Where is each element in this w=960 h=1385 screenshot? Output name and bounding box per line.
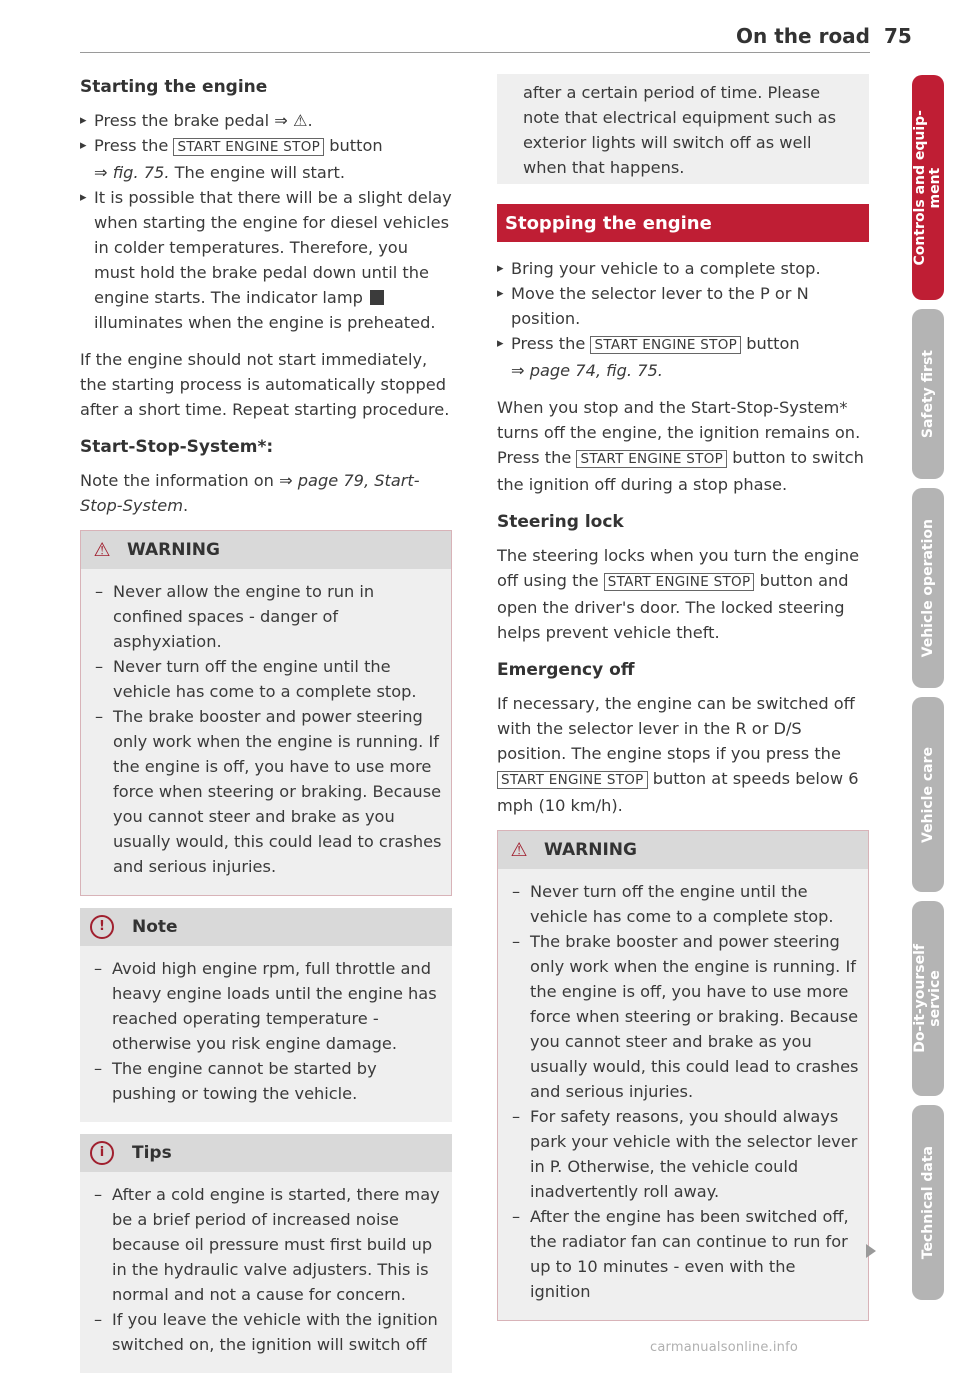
tips-box xyxy=(80,1134,452,1373)
stopping-steps xyxy=(497,256,869,383)
list-item: ▸ Bring your vehicle to a complete stop. xyxy=(497,256,869,281)
note-list xyxy=(88,956,444,1106)
paragraph-text: The steering locks when you turn the engine off using the xyxy=(497,546,860,590)
sidebar-tab-vehicle-operation[interactable] xyxy=(912,488,944,688)
start-engine-stop-key: START ENGINE STOP xyxy=(590,336,741,354)
note-box xyxy=(80,908,452,1122)
warning-box-body xyxy=(81,569,451,895)
warning-list xyxy=(506,879,860,1304)
paragraph xyxy=(497,543,869,645)
note-exclamation-icon: ! xyxy=(90,915,114,939)
paragraph: If the engine should not start immediately, the starting process is automatically stopped after a short time. Repeat starting procedure. xyxy=(80,350,450,419)
warning-box-body xyxy=(498,869,868,1320)
list-item: – The engine cannot be started by pushing or towing the vehicle. xyxy=(88,1056,444,1106)
step-text: button xyxy=(324,136,383,155)
sidebar-tab-do-it-yourself[interactable] xyxy=(912,901,944,1096)
paragraph xyxy=(80,468,452,518)
paragraph-text: button at speeds below 6 mph (10 km/h). xyxy=(497,769,859,815)
heading-start-stop-system: Start-Stop-System*: xyxy=(80,437,274,457)
sidebar-tab-label: Do-it-yourself service xyxy=(912,944,943,1053)
sidebar-tab-label: Controls and equip- ment xyxy=(912,109,943,266)
paragraph: after a certain period of time. Please note that electrical equipment such as exterior lights will switch off as well when that happens. xyxy=(523,83,837,177)
note-box-header xyxy=(80,908,452,946)
heading-steering-lock: Steering lock xyxy=(497,512,624,532)
step-text: The engine will start. xyxy=(169,163,345,182)
page-number: 75 xyxy=(884,24,912,48)
list-item: – After the engine has been switched off, the radiator fan can continue to run for up to 10 minutes - even with the ignition xyxy=(506,1204,860,1304)
start-engine-stop-key: START ENGINE STOP xyxy=(497,771,648,789)
warning-box-header xyxy=(81,531,451,569)
warning-triangle-icon: ⚠ xyxy=(510,839,528,861)
step-text: Press the xyxy=(94,136,174,155)
list-item: – The brake booster and power steering only work when the engine is running. If the engine is off, you have to use more force when steering or braking. Because you cannot steer and brake as you usually would, this could lead to crashes and serious injuries. xyxy=(89,704,443,879)
heading-starting-engine: Starting the engine xyxy=(80,77,268,97)
running-header-title: On the road xyxy=(736,24,870,48)
sidebar-tab-label: Vehicle care xyxy=(919,746,936,843)
continued-arrow-icon xyxy=(866,1244,876,1258)
list-item xyxy=(80,133,452,185)
list-item xyxy=(80,108,452,133)
warning-box xyxy=(80,530,452,896)
fig-ref-link[interactable]: ⇒ fig. 75. xyxy=(94,163,170,182)
paragraph xyxy=(497,691,869,818)
sidebar-tab-controls[interactable] xyxy=(912,75,944,300)
step-text: It is possible that there will be a slight delay when starting the engine for diesel vehicles in colder temperatures. Therefore, you must hold the brake pedal down until the engine starts. The indicator lamp xyxy=(94,188,452,307)
paragraph xyxy=(497,395,869,497)
list-item xyxy=(497,331,869,383)
start-engine-stop-key: START ENGINE STOP xyxy=(173,138,324,156)
list-item: – Never turn off the engine until the vehicle has come to a complete stop. xyxy=(89,654,443,704)
list-item: – Never allow the engine to run in confined spaces - danger of asphyxiation. xyxy=(89,579,443,654)
paragraph-text: button and open the driver's door. The locked steering helps prevent vehicle theft. xyxy=(497,571,849,642)
tips-info-icon: i xyxy=(90,1141,114,1165)
list-item: – If you leave the vehicle with the ignition switched on, the ignition will switch off xyxy=(88,1307,444,1357)
sidebar-tab-label: Technical data xyxy=(919,1145,936,1260)
list-item: – Never turn off the engine until the vehicle has come to a complete stop. xyxy=(506,879,860,929)
step-text: illuminates when the engine is preheated. xyxy=(94,313,436,332)
list-item: – After a cold engine is started, there may be a brief period of increased noise because oil pressure must first build up in the hydraulic valve adjusters. This is normal and not a cause for concern. xyxy=(88,1182,444,1307)
glow-plug-lamp-icon xyxy=(370,290,384,305)
page-ref-link[interactable]: ⇒ page 79, Start-Stop-System xyxy=(80,471,420,515)
step-text: button xyxy=(741,334,800,353)
right-column xyxy=(497,74,869,1333)
watermark: carmanualsonline.info xyxy=(650,1340,799,1355)
note-title: Note xyxy=(132,917,178,937)
list-item: ▸ Move the selector lever to the P or N position. xyxy=(497,281,869,331)
warning-title: WARNING xyxy=(544,840,637,860)
starting-steps xyxy=(80,108,452,335)
heading-stopping-engine: Stopping the engine xyxy=(497,204,869,242)
paragraph-text: If necessary, the engine can be switched off with the selector lever in the R or D/S position. The engine stops if you press the xyxy=(497,694,855,763)
warning-box-header xyxy=(498,831,868,869)
step-text: Press the xyxy=(511,334,591,353)
sidebar-tab-technical-data[interactable] xyxy=(912,1105,944,1300)
list-item: – The brake booster and power steering only work when the engine is running. If the engine is off, you have to use more force when steering or braking. Because you cannot steer and brake as you usually would, this could lead to crashes and serious injuries. xyxy=(506,929,860,1104)
note-box-body xyxy=(80,946,452,1122)
warning-triangle-icon: ⚠ xyxy=(93,539,111,561)
tips-box-header xyxy=(80,1134,452,1172)
paragraph-text: button to switch the ignition off during a stop phase. xyxy=(497,448,864,494)
step-text: Press the brake pedal xyxy=(94,111,275,130)
list-item: – For safety reasons, you should always park your vehicle with the selector lever in P. Otherwise, the vehicle could inadvertently roll away. xyxy=(506,1104,860,1204)
sidebar-tab-label: Safety first xyxy=(919,349,936,439)
start-engine-stop-key: START ENGINE STOP xyxy=(604,573,755,591)
list-item xyxy=(80,185,452,335)
warning-box xyxy=(497,830,869,1321)
sidebar-tab-vehicle-care[interactable] xyxy=(912,697,944,892)
sidebar-tab-label: Vehicle operation xyxy=(919,518,936,658)
list-item: – Avoid high engine rpm, full throttle and heavy engine loads until the engine has reached operating temperature - otherwise you risk engine damage. xyxy=(88,956,444,1056)
start-engine-stop-key: START ENGINE STOP xyxy=(576,450,727,468)
left-column xyxy=(80,74,452,1385)
page-ref-link[interactable]: ⇒ page 74, fig. 75. xyxy=(511,361,663,380)
tips-box-body xyxy=(80,1172,452,1373)
heading-emergency-off: Emergency off xyxy=(497,660,635,680)
paragraph-text: Note the information on xyxy=(80,471,280,490)
continued-tip-text xyxy=(497,74,869,184)
warning-ref-link[interactable]: ⇒ ⚠. xyxy=(274,111,313,130)
tips-list xyxy=(88,1182,444,1357)
header-rule xyxy=(80,52,870,53)
paragraph-text: . xyxy=(183,496,189,515)
tips-title: Tips xyxy=(132,1143,172,1163)
warning-list xyxy=(89,579,443,879)
warning-title: WARNING xyxy=(127,540,220,560)
sidebar-tab-safety[interactable] xyxy=(912,309,944,479)
paragraph-text: When you stop and the Start-Stop-System* turns off the engine, the ignition remains on. Press the xyxy=(497,398,861,467)
